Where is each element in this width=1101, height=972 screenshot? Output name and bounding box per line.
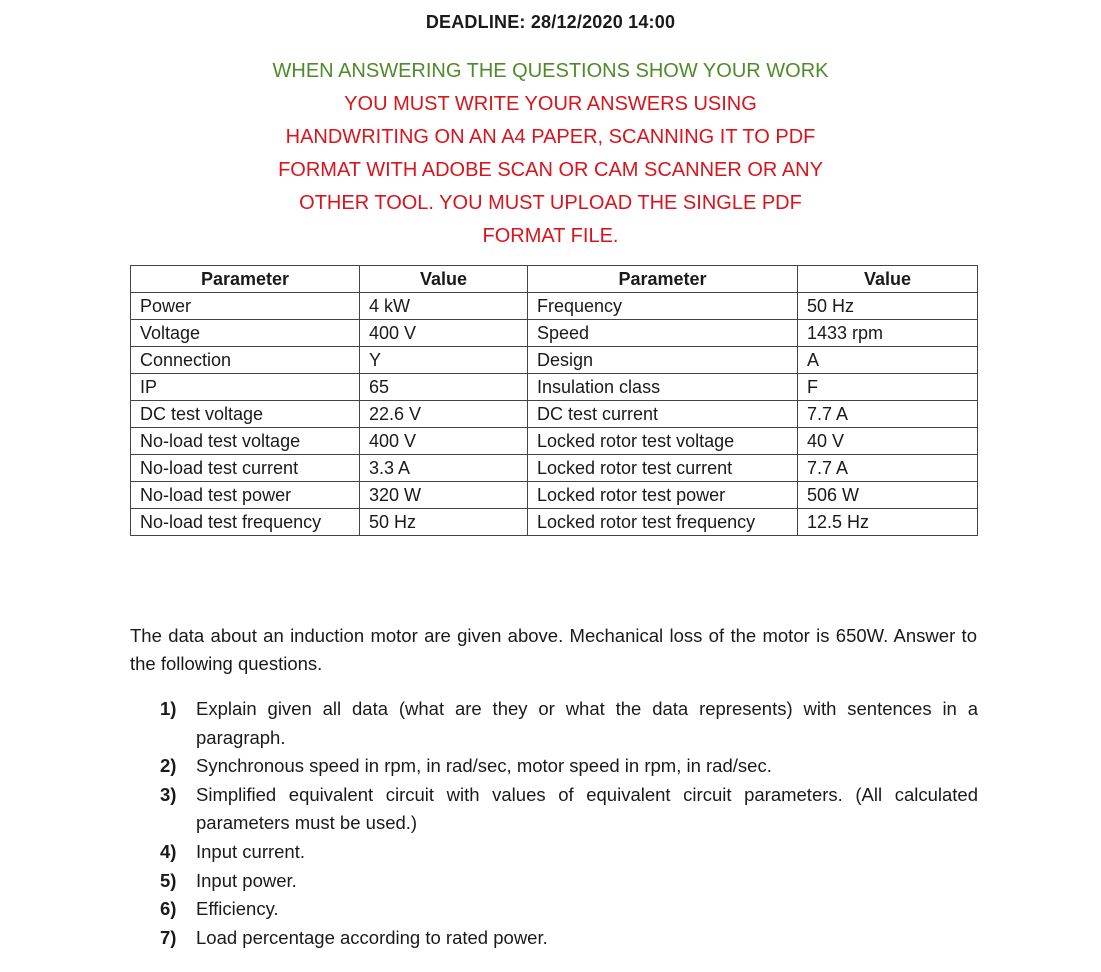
table-row [131, 347, 978, 374]
parameter-name-cell: No-load test frequency [131, 509, 360, 536]
deadline-heading: DEADLINE: 28/12/2020 14:00 [425, 12, 676, 32]
instructions-notice [0, 55, 1101, 253]
parameter-name-cell: IP [131, 374, 360, 401]
table-row [131, 293, 978, 320]
question-number: 1) [160, 698, 177, 719]
notice-line: YOU MUST WRITE YOUR ANSWERS USING [344, 93, 757, 115]
parameter-value-cell: 7.7 A [798, 455, 978, 482]
notice-line: OTHER TOOL. YOU MUST UPLOAD THE SINGLE PDF [299, 192, 802, 214]
question-text: Simplified equivalent circuit with values of equivalent circuit parameters. (All calculated parameters must be used.) [196, 783, 978, 834]
question-number: 4) [160, 840, 177, 862]
question-text: Input power. [196, 869, 297, 891]
parameter-value-cell: 65 [360, 374, 528, 401]
parameter-name-cell: No-load test voltage [131, 428, 360, 455]
question-item [160, 867, 978, 896]
parameter-name-cell: Design [528, 347, 798, 374]
parameter-name-cell: No-load test power [131, 482, 360, 509]
question-item [160, 781, 978, 838]
parameter-name-cell: Speed [528, 320, 798, 347]
parameter-value-cell: 400 V [360, 428, 528, 455]
parameter-value-cell: 50 Hz [798, 293, 978, 320]
parameter-value-cell: 12.5 Hz [798, 509, 978, 536]
description-paragraph: The data about an induction motor are given above. Mechanical loss of the motor is 650W. Answer to the following questions. [130, 625, 977, 674]
question-number: 3) [160, 783, 177, 805]
parameter-name-cell: Insulation class [528, 374, 798, 401]
table-row [131, 320, 978, 347]
notice-line-show-work: WHEN ANSWERING THE QUESTIONS SHOW YOUR WORK [272, 60, 829, 82]
parameter-value-cell: 320 W [360, 482, 528, 509]
parameter-value-cell: A [798, 347, 978, 374]
question-text: Synchronous speed in rpm, in rad/sec, motor speed in rpm, in rad/sec. [196, 755, 772, 777]
parameter-name-cell: Locked rotor test power [528, 482, 798, 509]
parameter-value-cell: 7.7 A [798, 401, 978, 428]
parameter-name-cell: DC test current [528, 401, 798, 428]
question-number: 6) [160, 898, 177, 920]
column-header-parameter: Parameter [131, 266, 360, 293]
parameter-value-cell: 4 kW [360, 293, 528, 320]
question-item [160, 895, 978, 924]
parameter-name-cell: No-load test current [131, 455, 360, 482]
table-row [131, 401, 978, 428]
notice-line: FORMAT WITH ADOBE SCAN OR CAM SCANNER OR ANY [278, 159, 823, 181]
parameter-value-cell: 40 V [798, 428, 978, 455]
question-item [160, 695, 978, 752]
table-row [131, 509, 978, 536]
question-number: 7) [160, 926, 177, 948]
question-item [160, 752, 978, 781]
parameter-value-cell: 506 W [798, 482, 978, 509]
questions-list [160, 695, 978, 952]
parameter-name-cell: Locked rotor test voltage [528, 428, 798, 455]
parameter-name-cell: DC test voltage [131, 401, 360, 428]
parameter-name-cell: Locked rotor test frequency [528, 509, 798, 536]
parameter-value-cell: 3.3 A [360, 455, 528, 482]
parameter-value-cell: F [798, 374, 978, 401]
parameter-name-cell: Voltage [131, 320, 360, 347]
question-number: 2) [160, 755, 177, 777]
question-number: 5) [160, 869, 177, 891]
table-row [131, 455, 978, 482]
parameter-value-cell: 22.6 V [360, 401, 528, 428]
parameter-name-cell: Power [131, 293, 360, 320]
table-row [131, 428, 978, 455]
notice-line: HANDWRITING ON AN A4 PAPER, SCANNING IT TO PDF [285, 126, 816, 148]
notice-line: FORMAT FILE. [482, 225, 619, 247]
question-text: Input current. [196, 840, 306, 862]
parameter-value-cell: 1433 rpm [798, 320, 978, 347]
motor-parameters-table [130, 265, 978, 536]
table-header-row [131, 266, 978, 293]
parameter-value-cell: 50 Hz [360, 509, 528, 536]
parameter-value-cell: Y [360, 347, 528, 374]
column-header-value: Value [798, 266, 978, 293]
question-text: Explain given all data (what are they or what the data represents) with sentences in a paragraph. [196, 698, 978, 748]
question-item [160, 838, 978, 867]
parameter-name-cell: Connection [131, 347, 360, 374]
question-text: Efficiency. [196, 898, 279, 920]
table-row [131, 482, 978, 509]
table-row [131, 374, 978, 401]
column-header-value: Value [360, 266, 528, 293]
question-item [160, 924, 978, 953]
parameter-name-cell: Locked rotor test current [528, 455, 798, 482]
parameter-value-cell: 400 V [360, 320, 528, 347]
question-text: Load percentage according to rated power. [196, 926, 548, 948]
column-header-parameter: Parameter [528, 266, 798, 293]
parameter-name-cell: Frequency [528, 293, 798, 320]
